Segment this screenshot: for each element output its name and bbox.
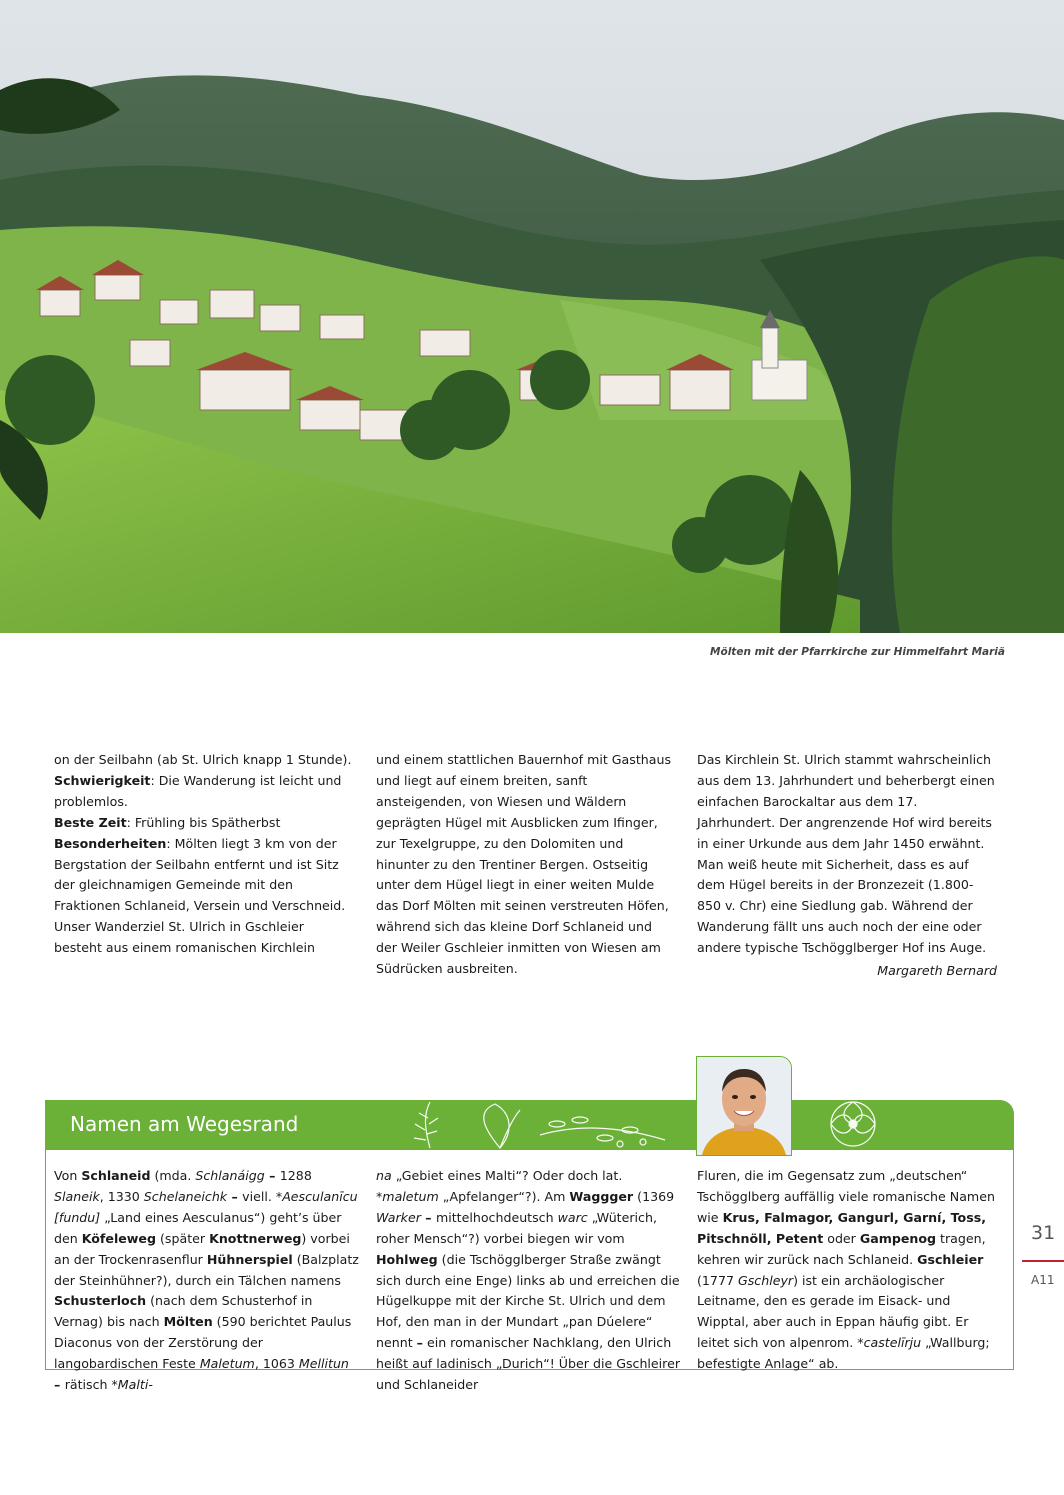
historic-form: Aesculanīcu [fundu] [54, 1188, 358, 1225]
text-run: „Wüterich, roher Mensch“?) vorbei biegen wir vom [376, 1209, 657, 1246]
best-time-label: Beste Zeit [54, 814, 127, 830]
historic-form: na [376, 1168, 392, 1183]
difficulty-text: : Die Wanderung ist leicht und problemlos. [54, 772, 342, 809]
text-run: ) vorbei an der Trockenrasenflur [54, 1230, 350, 1267]
names-box-header [45, 1100, 1014, 1150]
best-time-text: : Frühling bis Spätherbst [126, 814, 281, 830]
article-paragraph: und einem stattlichen Bauernhof mit Gasthaus und liegt auf einem breiten, sanft ansteigenden, von Wiesen und Wäldern geprägten Hügel mit Ausblicken zum Ifinger, zur Texelgruppe, zu den Dolomiten und hinunter zu den Trentiner Bergen. Ostseitig unter dem Hügel liegt in einer weiten Mulde das Dorf Mölten mit seinen verstreuten Höfen, während sich das kleine Dorf Schlaneid und der Weiler Gschleier inmitten von Wiesen am Südrücken ausbreiten. [376, 752, 672, 977]
name-term: Gschleier [917, 1251, 984, 1267]
text-run: rätisch * [64, 1377, 118, 1393]
difficulty-line [54, 771, 354, 813]
page-number-divider [1022, 1260, 1064, 1262]
text-run: (1369 [633, 1188, 675, 1204]
historic-form: Malti- [117, 1377, 153, 1393]
text-run: , 1330 [99, 1188, 144, 1204]
name-term: Gampenog [859, 1230, 937, 1246]
text-run: oder [823, 1230, 860, 1246]
names-paragraph [54, 1166, 359, 1396]
name-term: Schusterloch [54, 1293, 147, 1309]
historic-form: Schlanáigg [195, 1168, 265, 1183]
article-paragraph: Das Kirchlein St. Ulrich stammt wahrscheinlich aus dem 13. Jahrhundert und beherbergt einen einfachen Barockaltar aus dem 17. Jahrhundert. Der angrenzende Hof wird bereits in einer Urkunde aus dem Jahr 1450 erwähnt. Man weiß heute mit Sicherheit, dass es auf dem Hügel bereits in der Bronzezeit (1.800-850 v. Chr) eine Siedlung gab. Während der Wanderung fällt uns auch noch der eine oder andere typische Tschögglberger Hof ins Auge. [697, 752, 995, 956]
text-run: ) ist ein archäologischer Leitname, den es gerade im Eisack- und Wipptal, aber auch in Eppan häufig gibt. Er leitet sich von alpenrom. * [697, 1272, 969, 1351]
name-term: – [416, 1335, 423, 1351]
historic-form: Gschleyr [737, 1272, 794, 1288]
historic-form: maletum [382, 1188, 439, 1204]
names-column-2 [376, 1166, 681, 1396]
text-run: (1777 [697, 1272, 738, 1288]
name-term: Knottnerweg [209, 1230, 302, 1246]
historic-form: warc [557, 1209, 588, 1225]
historic-form: Maletum [199, 1356, 255, 1372]
photo-caption: Mölten mit der Pfarrkirche zur Himmelfahrt Mariä [710, 646, 1005, 658]
historic-form: Warker [376, 1209, 421, 1225]
text-run: tragen, kehren wir zurück nach Schlaneid. [697, 1230, 986, 1267]
historic-form: castelīrju [863, 1335, 922, 1351]
text-run: „Gebiet eines Malti“? Oder doch lat. * [376, 1168, 623, 1204]
difficulty-label: Schwierigkeit [54, 772, 151, 788]
text-run: (Balzplatz der Steinhühner?), durch ein Tälchen namens [54, 1251, 359, 1288]
author-name: Margareth Bernard [877, 963, 997, 979]
text-run: 1288 [279, 1168, 312, 1183]
names-paragraph [376, 1166, 681, 1396]
article-column-2 [376, 750, 676, 980]
special-features-line [54, 834, 354, 959]
floral-decoration-icon [45, 1100, 1014, 1150]
name-term: Hühnerspiel [206, 1251, 293, 1267]
names-paragraph [697, 1166, 1002, 1375]
moelten-village-photo [0, 0, 1064, 633]
text-run: , 1063 [254, 1356, 299, 1372]
article-column-1 [54, 750, 354, 959]
text-run: ein romanischer Nachklang, den Ulrich heißt auf ladinisch „Durich“! Über die Gschleirer und Schlaneider [376, 1335, 680, 1393]
name-term: Mölten [163, 1314, 213, 1330]
name-term: Krus, Falmagor, Gangurl, Garní, Toss, Pitschnöll, Petent [697, 1209, 986, 1246]
landscape-photo [0, 0, 1064, 633]
article-paragraph: on der Seilbahn (ab St. Ulrich knapp 1 Stunde). [54, 752, 352, 767]
text-run: mittelhochdeutsch [435, 1209, 558, 1225]
text-run: „Apfelanger“?). Am [438, 1188, 570, 1204]
names-column-3 [697, 1166, 1002, 1375]
historic-form: Mellitun [298, 1356, 349, 1372]
name-term: – [264, 1168, 280, 1183]
name-term: Schlaneid [81, 1168, 151, 1183]
historic-form: Slaneik [54, 1188, 100, 1204]
best-time-line [54, 813, 354, 834]
special-features-label: Besonderheiten [54, 835, 167, 851]
text-run: (später [156, 1230, 210, 1246]
name-term: – [227, 1188, 243, 1204]
text-run: Von [54, 1168, 82, 1183]
page-number: 31 [1031, 1222, 1056, 1244]
text-run: (nach dem Schusterhof in Vernag) bis nach [54, 1293, 313, 1330]
special-features-text: : Mölten liegt 3 km von der Bergstation der Seilbahn entfernt und ist Sitz der gleichnamigen Gemeinde mit den Fraktionen Schlaneid, Versein und Verschneid. Unser Wanderziel St. Ulrich in Gschleier besteht aus einem romanischen Kirchlein [54, 835, 346, 956]
portrait-image [697, 1057, 791, 1155]
text-run: (590 berichtet Paulus Diaconus von der Zerstörung der langobardischen Feste [54, 1314, 352, 1372]
names-box-title: Namen am Wegesrand [70, 1112, 299, 1136]
historic-form: Schelaneichk [143, 1188, 228, 1204]
names-column-1 [54, 1166, 359, 1396]
text-run: „Land eines Aesculanus“) geht’s über den [54, 1209, 342, 1246]
name-term: Hohlweg [376, 1251, 438, 1267]
author-portrait [696, 1056, 792, 1156]
article-column-3 [697, 750, 997, 982]
text-run: (die Tschögglberger Straße zwängt sich durch eine Enge) links ab und erreichen die Hügelkuppe mit der Kirche St. Ulrich und dem Hof, den man in der Mundart „pan Dúelere“ nennt [376, 1251, 680, 1351]
page-code: A11 [1031, 1273, 1055, 1287]
name-term: – [420, 1209, 436, 1225]
text-run: Fluren, die im Gegensatz zum „deutschen“ Tschögglberg auffällig viele romanische Namen wie [697, 1168, 995, 1225]
name-term: – [54, 1377, 65, 1393]
text-run: viell. * [242, 1188, 283, 1204]
text-run: „Wallburg; befestigte Anlage“ ab. [697, 1335, 990, 1372]
name-term: Waggger [569, 1188, 634, 1204]
text-run: (mda. [150, 1168, 196, 1183]
name-term: Köfeleweg [81, 1230, 156, 1246]
